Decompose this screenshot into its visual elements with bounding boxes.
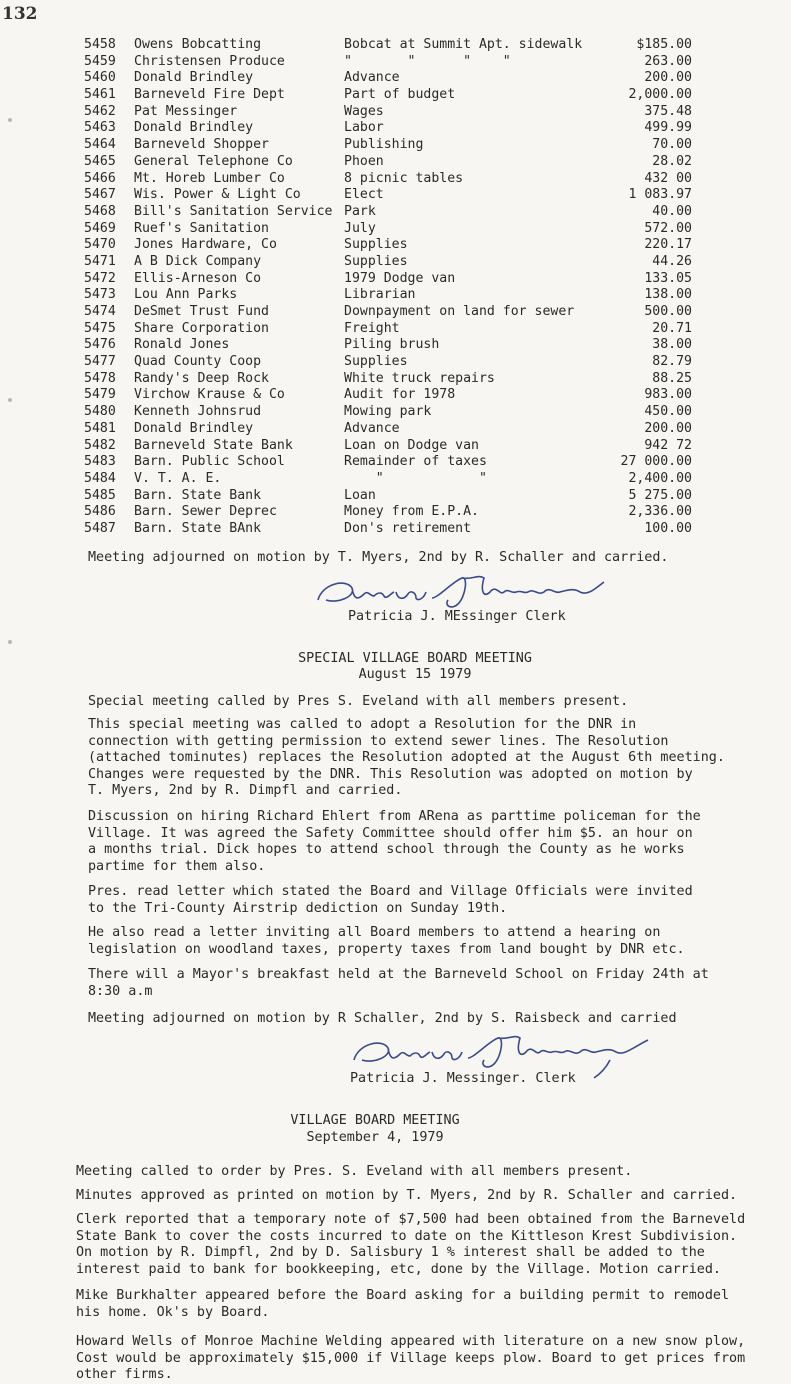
ledger-row — [84, 154, 694, 171]
amount: 200.00 — [644, 70, 692, 86]
ledger-row — [84, 304, 694, 321]
check-number: 5468 — [84, 203, 116, 219]
description: Wages — [344, 103, 384, 119]
check-number: 5462 — [84, 103, 116, 119]
check-number: 5470 — [84, 237, 116, 253]
amount: 88.25 — [652, 370, 692, 386]
description: Downpayment on land for sewer — [344, 304, 575, 319]
amount: 133.05 — [644, 270, 692, 286]
disbursement-ledger — [84, 37, 694, 538]
description: 8 picnic tables — [344, 170, 464, 186]
description: Bobcat at Summit Apt. sidewalk — [344, 37, 583, 52]
ledger-row — [84, 221, 694, 238]
amount: 100.00 — [644, 520, 692, 536]
payee: V. T. A. E. — [134, 470, 222, 486]
ledger-row — [84, 454, 694, 471]
description: Supplies — [344, 354, 408, 370]
check-number: 5473 — [84, 287, 116, 303]
regular-meeting-date: September 4, 1979 — [306, 1130, 444, 1145]
description: White truck repairs — [344, 370, 495, 386]
ledger-row — [84, 137, 694, 154]
clerk-line-1: Patricia J. MEssinger Clerk — [348, 609, 566, 624]
check-number: 5475 — [84, 320, 116, 336]
ledger-row — [84, 87, 694, 104]
amount: 450.00 — [644, 404, 692, 420]
description: Advance — [344, 420, 400, 436]
payee: Barn. State BAnk — [134, 520, 262, 536]
check-number: 5487 — [84, 520, 116, 536]
ledger-row — [84, 287, 694, 304]
check-number: 5486 — [84, 504, 116, 520]
payee: Quad County Coop — [134, 354, 262, 370]
check-number: 5467 — [84, 187, 116, 203]
amount: 2,000.00 — [628, 87, 692, 103]
check-number: 5477 — [84, 354, 116, 370]
amount: 2,400.00 — [628, 470, 692, 486]
ledger-row — [84, 471, 694, 488]
payee: Barn. Sewer Deprec — [134, 504, 277, 520]
check-number: 5483 — [84, 454, 116, 470]
ledger-row — [84, 37, 694, 54]
description: Mowing park — [344, 404, 432, 420]
description: Supplies — [344, 237, 408, 253]
description: Don's retirement — [344, 520, 472, 536]
check-number: 5463 — [84, 120, 116, 136]
payee: Ruef's Sanitation — [134, 220, 269, 236]
ledger-row — [84, 371, 694, 388]
payee: Share Corporation — [134, 320, 269, 336]
description: Supplies — [344, 253, 408, 269]
description: Money from E.P.A. — [344, 504, 479, 520]
special-paragraph: He also read a letter inviting all Board members to attend a hearing on legislation on woodland taxes, property taxes from land bought by DNR etc. — [88, 925, 685, 957]
ledger-row — [84, 488, 694, 505]
ledger-row — [84, 438, 694, 455]
payee: Lou Ann Parks — [134, 287, 238, 303]
payee: Jones Hardware, Co — [134, 237, 277, 253]
payee: Donald Brindley — [134, 120, 254, 136]
description: Part of budget — [344, 87, 456, 103]
payee: Randy's Deep Rock — [134, 370, 269, 386]
check-number: 5458 — [84, 37, 116, 52]
description: Remainder of taxes — [344, 454, 487, 470]
regular-paragraph: Mike Burkhalter appeared before the Board asking for a building permit to remodel his home. Ok's by Board. — [76, 1288, 730, 1320]
check-number: 5474 — [84, 304, 116, 319]
amount: 572.00 — [644, 220, 692, 236]
punch-mark — [8, 118, 12, 122]
check-number: 5460 — [84, 70, 116, 86]
payee: Barneveld Fire Dept — [134, 87, 285, 103]
amount: 70.00 — [652, 137, 692, 153]
description: 1979 Dodge van — [344, 270, 456, 286]
payee: Donald Brindley — [134, 70, 254, 86]
punch-mark — [8, 640, 12, 644]
regular-paragraph: Clerk reported that a temporary note of $7,500 had been obtained from the Barneveld State Bank to cover the costs incurred to date on the Kittleson Krest Subdivision. On motion by R. Dimpfl, 2nd by D. Salisbury 1 % interest shall be added to the interest paid to bank for bookkeeping, etc, done by the Village. Motion carried. — [76, 1212, 746, 1277]
amount: 28.02 — [652, 153, 692, 169]
amount: 983.00 — [644, 387, 692, 403]
ledger-row — [84, 354, 694, 371]
amount: 82.79 — [652, 354, 692, 370]
clerk-line-2: Patricia J. Messinger. Clerk — [350, 1071, 576, 1086]
amount: 20.71 — [652, 320, 692, 336]
ledger-row — [84, 337, 694, 354]
ledger-row — [84, 171, 694, 188]
ledger-row — [84, 387, 694, 404]
description: " " " " — [344, 53, 511, 69]
check-number: 5476 — [84, 337, 116, 353]
ledger-row — [84, 271, 694, 288]
check-number: 5465 — [84, 153, 116, 169]
payee: Barn. Public School — [134, 454, 285, 470]
payee: Ellis-Arneson Co — [134, 270, 262, 286]
special-paragraph: There will a Mayor's breakfast held at the Barneveld School on Friday 24th at 8:30 a.m — [88, 967, 709, 999]
description: Audit for 1978 — [344, 387, 456, 403]
check-number: 5480 — [84, 404, 116, 420]
punch-mark — [8, 398, 12, 402]
adjourn-note-1: Meeting adjourned on motion by T. Myers, 2nd by R. Schaller and carried. — [88, 550, 669, 565]
amount: 432 00 — [644, 170, 692, 186]
ledger-row — [84, 54, 694, 71]
regular-paragraph: Meeting called to order by Pres. S. Eveland with all members present. — [76, 1164, 633, 1179]
amount: 5 275.00 — [628, 487, 692, 503]
amount: 1 083.97 — [628, 187, 692, 203]
description: " " — [344, 470, 487, 486]
payee: Barneveld State Bank — [134, 437, 293, 453]
payee: A B Dick Company — [134, 253, 262, 269]
amount: 27 000.00 — [620, 454, 692, 470]
payee: Kenneth Johnsrud — [134, 404, 262, 420]
description: Phoen — [344, 153, 384, 169]
ledger-row — [84, 120, 694, 137]
amount: 38.00 — [652, 337, 692, 353]
description: Advance — [344, 70, 400, 86]
amount: 942 72 — [644, 437, 692, 453]
special-paragraph: Pres. read letter which stated the Board and Village Officials were invited to the Tri-County Airstrip dediction on Sunday 19th. — [88, 884, 693, 916]
description: Freight — [344, 320, 400, 336]
check-number: 5459 — [84, 53, 116, 69]
payee: Donald Brindley — [134, 420, 254, 436]
check-number: 5482 — [84, 437, 116, 453]
ledger-row — [84, 504, 694, 521]
special-paragraph: This special meeting was called to adopt a Resolution for the DNR in connection with getting permission to extend sewer lines. The Resolution (attached tominutes) replaces the Resolution adopted at the August 6th meeting. Changes were requested by the DNR. This Resolution was adopted on motion by T. Myers, 2nd by R. Dimpfl and carried. — [88, 717, 725, 798]
payee: Bill's Sanitation Service — [134, 203, 333, 219]
check-number: 5478 — [84, 370, 116, 386]
payee: Barneveld Shopper — [134, 137, 269, 153]
description: Loan on Dodge van — [344, 437, 479, 453]
special-meeting-date: August 15 1979 — [358, 667, 472, 682]
ledger-row — [84, 254, 694, 271]
amount: 499.99 — [644, 120, 692, 136]
ledger-row — [84, 321, 694, 338]
ledger-row — [84, 104, 694, 121]
payee: DeSmet Trust Fund — [134, 304, 269, 319]
description: Librarian — [344, 287, 416, 303]
amount: 138.00 — [644, 287, 692, 303]
check-number: 5471 — [84, 253, 116, 269]
payee: Mt. Horeb Lumber Co — [134, 170, 285, 186]
special-paragraph: Special meeting called by Pres S. Eveland with all members present. — [88, 694, 629, 709]
payee: Barn. State Bank — [134, 487, 262, 503]
check-number: 5464 — [84, 137, 116, 153]
description: Park — [344, 203, 376, 219]
check-number: 5469 — [84, 220, 116, 236]
amount: 44.26 — [652, 253, 692, 269]
check-number: 5461 — [84, 87, 116, 103]
description: July — [344, 220, 376, 236]
payee: Owens Bobcatting — [134, 37, 262, 52]
page-number: 132 — [2, 4, 38, 24]
ledger-row — [84, 70, 694, 87]
payee: Wis. Power & Light Co — [134, 187, 301, 203]
regular-meeting-title: VILLAGE BOARD MEETING — [290, 1113, 460, 1128]
payee: General Telephone Co — [134, 153, 293, 169]
amount: 500.00 — [644, 304, 692, 319]
description: Loan — [344, 487, 376, 503]
amount: $185.00 — [636, 37, 692, 52]
payee: Virchow Krause & Co — [134, 387, 285, 403]
amount: 2,336.00 — [628, 504, 692, 520]
description: Publishing — [344, 137, 424, 153]
payee: Ronald Jones — [134, 337, 230, 353]
amount: 220.17 — [644, 237, 692, 253]
ledger-row — [84, 421, 694, 438]
ledger-row — [84, 237, 694, 254]
check-number: 5479 — [84, 387, 116, 403]
payee: Christensen Produce — [134, 53, 285, 69]
check-number: 5484 — [84, 470, 116, 486]
check-number: 5485 — [84, 487, 116, 503]
check-number: 5466 — [84, 170, 116, 186]
payee: Pat Messinger — [134, 103, 238, 119]
amount: 200.00 — [644, 420, 692, 436]
regular-paragraph: Minutes approved as printed on motion by T. Myers, 2nd by R. Schaller and carried. — [76, 1188, 738, 1203]
description: Elect — [344, 187, 384, 203]
description: Piling brush — [344, 337, 440, 353]
special-paragraph: Discussion on hiring Richard Ehlert from ARena as parttime policeman for the Village. It was agreed the Safety Committee should offer him $5. an hour on a months trial. Dick hopes to attend school through the County as he works partime for them also. — [88, 809, 701, 874]
amount: 375.48 — [644, 103, 692, 119]
ledger-row — [84, 187, 694, 204]
amount: 40.00 — [652, 203, 692, 219]
ledger-row — [84, 204, 694, 221]
check-number: 5481 — [84, 420, 116, 436]
ledger-row — [84, 404, 694, 421]
ledger-row — [84, 521, 694, 538]
description: Labor — [344, 120, 384, 136]
adjourn-note-2: Meeting adjourned on motion by R Schaller, 2nd by S. Raisbeck and carried — [88, 1011, 677, 1026]
check-number: 5472 — [84, 270, 116, 286]
regular-paragraph: Howard Wells of Monroe Machine Welding appeared with literature on a new snow plow, Cost would be approximately $15,000 if Village keeps plow. Board to get prices from other firms. — [76, 1334, 746, 1382]
special-meeting-title: SPECIAL VILLAGE BOARD MEETING — [298, 651, 532, 666]
amount: 263.00 — [644, 53, 692, 69]
